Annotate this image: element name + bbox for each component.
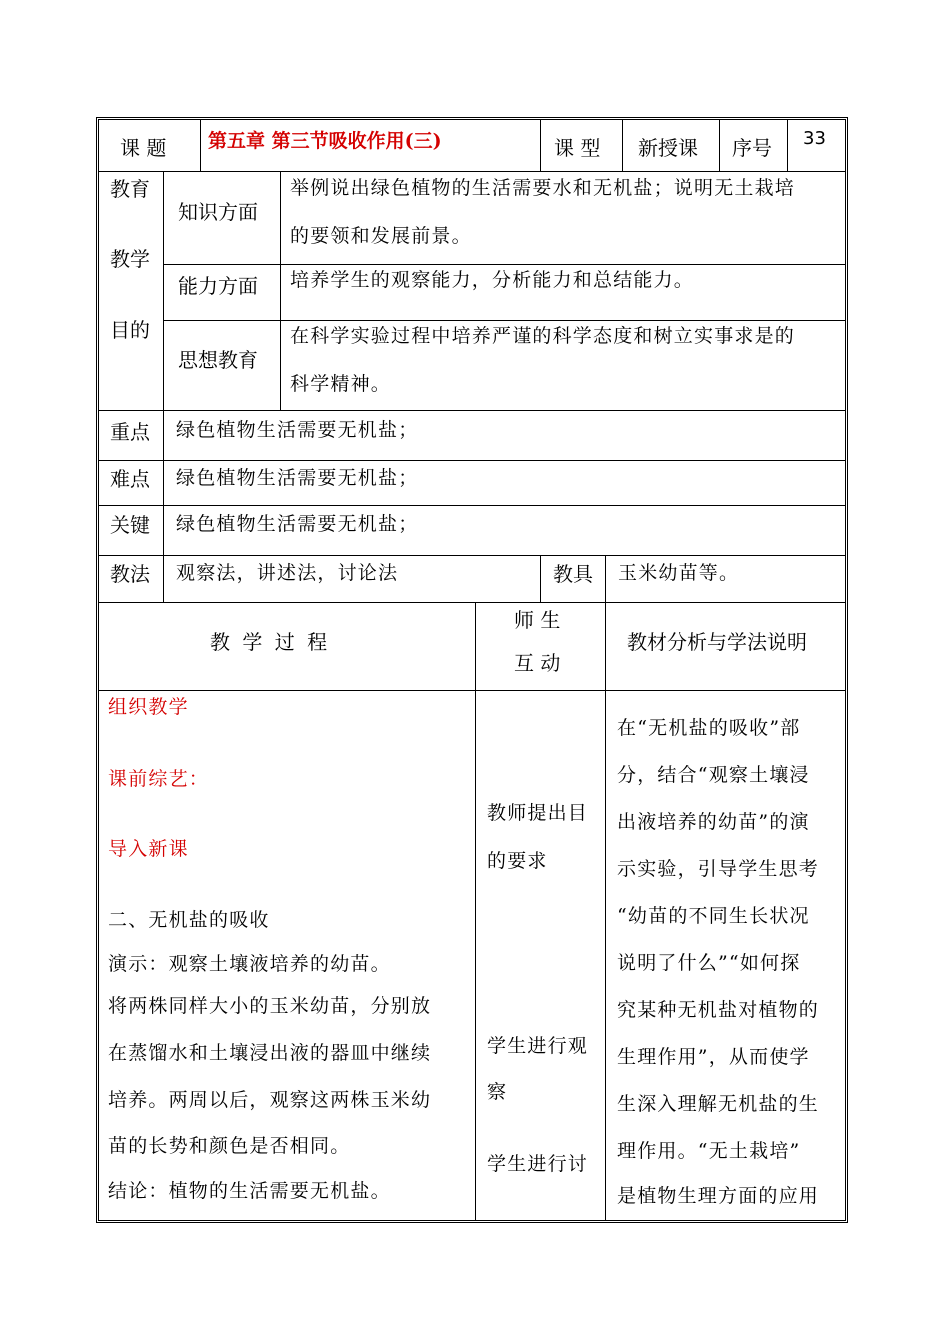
type-label: 课 型 [554, 136, 601, 160]
analysis-line: 生理作用”，从而使学 [617, 1046, 810, 1068]
interaction-note: 的要求 [487, 850, 548, 872]
analysis-line: 在“无机盐的吸收”部 [617, 717, 801, 739]
interaction-note: 学生进行观 [487, 1035, 589, 1057]
analysis-header: 教材分析与学法说明 [627, 630, 807, 654]
row-divider [99, 555, 845, 556]
thought-text-1: 在科学实验过程中培养严谨的科学态度和树立实事求是的 [290, 325, 796, 347]
process-header: 教 学 过 程 [210, 630, 331, 654]
method-label: 教法 [110, 562, 150, 586]
tools-value: 玉米幼苗等。 [618, 562, 740, 584]
row-divider [163, 320, 845, 321]
crux-label: 关键 [110, 513, 150, 537]
crux-value: 绿色植物生活需要无机盐； [176, 513, 419, 535]
col-divider [475, 602, 476, 1220]
col-divider [605, 555, 606, 602]
intro-heading: 导入新课 [108, 838, 189, 860]
method-value: 观察法，讲述法，讨论法 [176, 562, 399, 584]
conclusion-text: 结论：植物的生活需要无机盐。 [108, 1180, 391, 1202]
col-divider [719, 120, 720, 171]
thought-text-2: 科学精神。 [290, 373, 392, 395]
knowledge-text-1: 举例说出绿色植物的生活需要水和无机盐；说明无土栽培 [290, 177, 796, 199]
key-point-value: 绿色植物生活需要无机盐； [176, 419, 419, 441]
col-divider [200, 120, 201, 171]
analysis-line: 理作用。“无土栽培” [617, 1140, 801, 1162]
pre-class-heading: 课前综艺： [108, 768, 210, 790]
interaction-note: 察 [487, 1081, 508, 1103]
difficulty-value: 绿色植物生活需要无机盐； [176, 467, 419, 489]
goals-label-2: 教学 [110, 247, 150, 271]
ability-text: 培养学生的观察能力，分析能力和总结能力。 [290, 269, 695, 291]
col-divider [622, 120, 623, 171]
analysis-line: 生深入理解无机盐的生 [617, 1093, 820, 1115]
row-divider [99, 410, 845, 411]
interaction-header-2: 互 动 [514, 651, 561, 675]
topic-value: 第五章 第三节吸收作用(三) [208, 130, 442, 152]
interaction-header-1: 师 生 [514, 608, 561, 632]
col-divider [280, 171, 281, 410]
goals-label-3: 目的 [110, 318, 150, 342]
tools-label: 教具 [553, 562, 593, 586]
ability-label: 能力方面 [178, 274, 258, 298]
row-divider [99, 505, 845, 506]
analysis-line: 出液培养的幼苗”的演 [617, 811, 810, 833]
key-point-label: 重点 [110, 420, 150, 444]
col-divider [605, 602, 606, 1220]
analysis-line: 分，结合“观察土壤浸 [617, 764, 810, 786]
process-para-line: 培养。两周以后，观察这两株玉米幼 [108, 1089, 432, 1111]
topic-label: 课 题 [120, 136, 167, 160]
analysis-line: 说明了什么”“如何探 [617, 952, 801, 974]
process-para-line: 苗的长势和颜色是否相同。 [108, 1135, 351, 1157]
section-heading: 二、无机盐的吸收 [108, 909, 270, 931]
seq-value: 33 [803, 128, 826, 149]
knowledge-label: 知识方面 [178, 200, 258, 224]
analysis-line: 示实验，引导学生思考 [617, 858, 820, 880]
process-para-line: 将两株同样大小的玉米幼苗，分别放 [108, 995, 432, 1017]
organize-heading: 组织教学 [108, 696, 189, 718]
col-divider [540, 555, 541, 602]
thought-label: 思想教育 [178, 348, 258, 372]
row-divider [99, 460, 845, 461]
row-divider [99, 602, 845, 603]
row-divider [163, 264, 845, 265]
analysis-line: 是植物生理方面的应用 [617, 1185, 820, 1207]
col-divider [540, 120, 541, 171]
row-divider [99, 171, 845, 172]
knowledge-text-2: 的要领和发展前景。 [290, 225, 472, 247]
interaction-note: 学生进行讨 [487, 1153, 589, 1175]
seq-label: 序号 [732, 136, 772, 160]
demo-text: 演示：观察土壤液培养的幼苗。 [108, 953, 391, 975]
goals-label-1: 教育 [110, 177, 150, 201]
type-value: 新授课 [638, 136, 698, 160]
analysis-line: 究某种无机盐对植物的 [617, 999, 820, 1021]
col-divider [163, 171, 164, 602]
interaction-note: 教师提出目 [487, 802, 589, 824]
difficulty-label: 难点 [110, 467, 150, 491]
process-para-line: 在蒸馏水和土壤浸出液的器皿中继续 [108, 1042, 432, 1064]
col-divider [787, 120, 788, 171]
row-divider [99, 690, 845, 691]
analysis-line: “幼苗的不同生长状况 [617, 905, 810, 927]
